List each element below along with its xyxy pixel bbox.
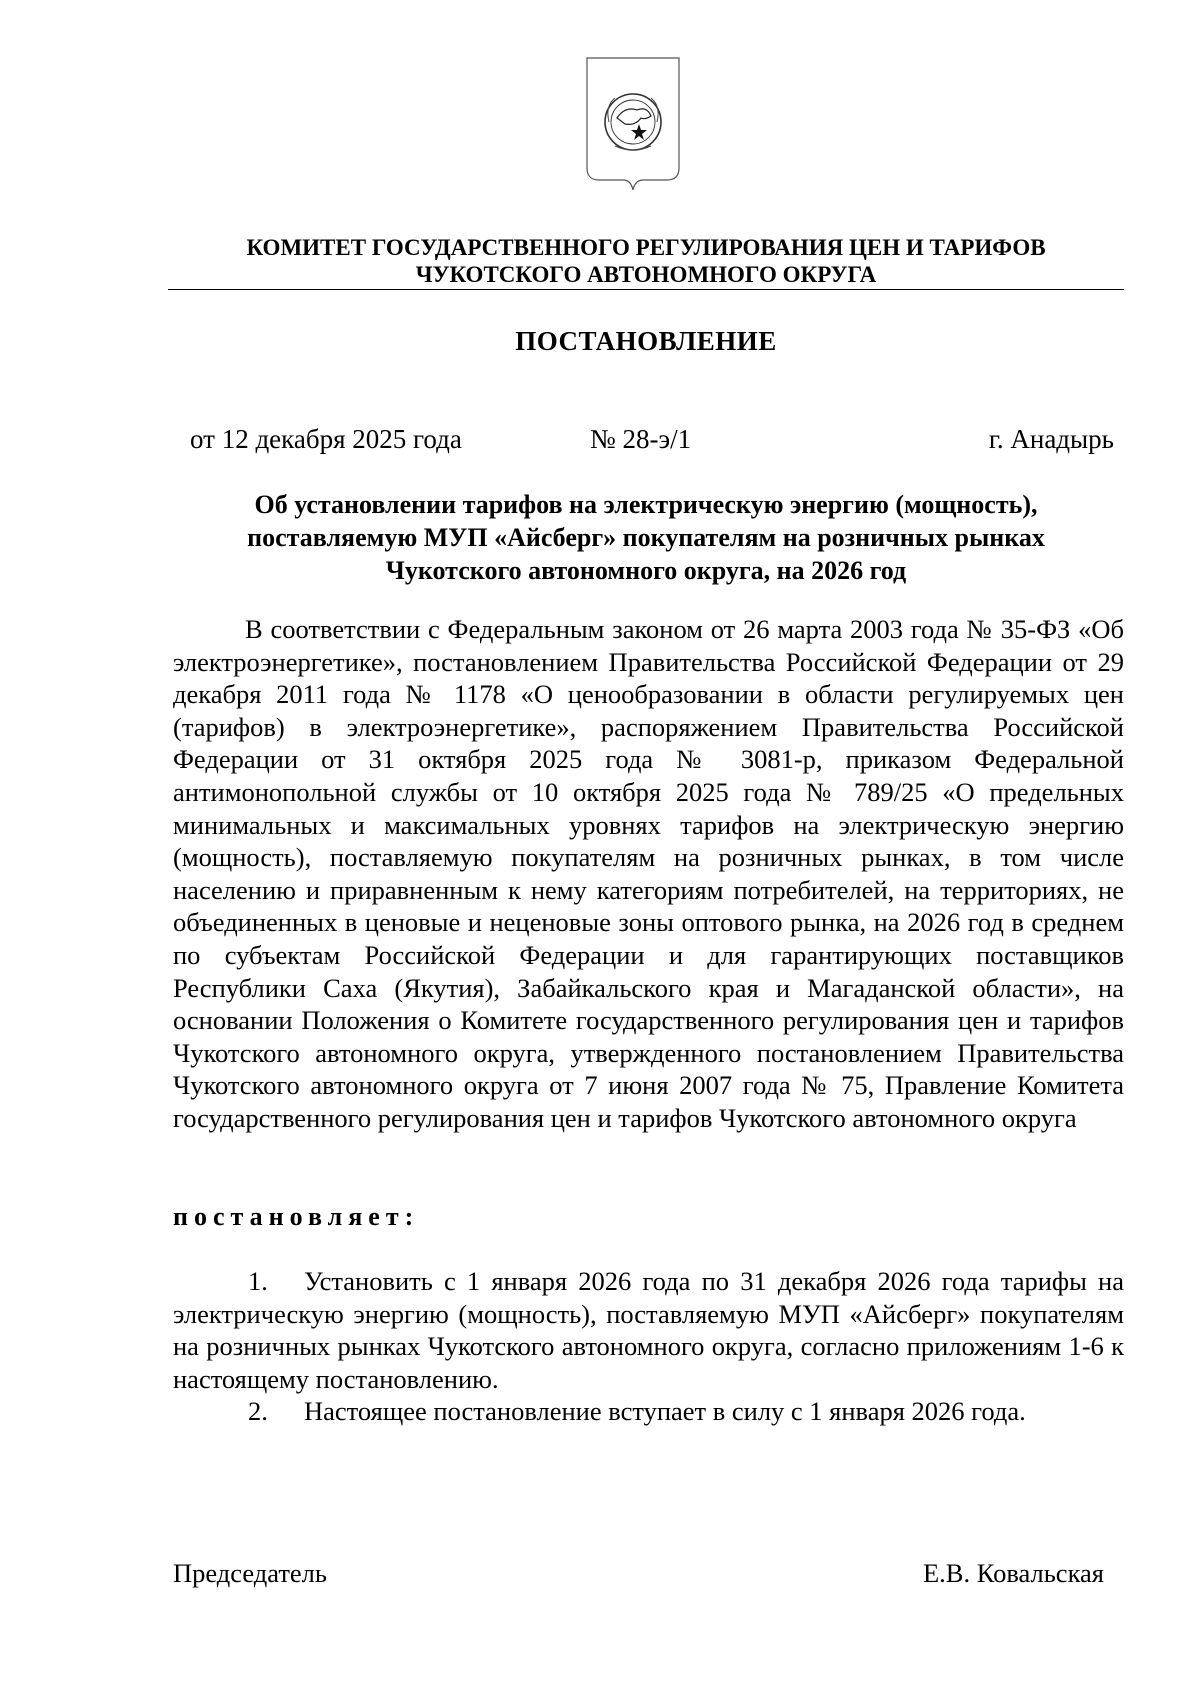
item-number: 1. [248, 1266, 268, 1296]
signatory-name: Е.В. Ковальская [923, 1558, 1104, 1588]
organization-name [168, 234, 1124, 288]
emblem-inner-ring [611, 100, 655, 144]
subject-line-1: Об установлении тарифов на электрическую энергию (мощность), [254, 490, 1038, 519]
resolution-item [173, 1395, 1124, 1428]
emblem-outer-ring [605, 94, 661, 150]
org-line-1: КОМИТЕТ ГОСУДАРСТВЕННОГО РЕГУЛИРОВАНИЯ ЦЕН И ТАРИФОВ [246, 235, 1046, 260]
emblem-star [631, 124, 647, 140]
document-meta [190, 424, 1114, 458]
document-number: № 28-э/1 [590, 424, 692, 454]
document-city: г. Анадырь [988, 424, 1114, 454]
resolution-item [173, 1265, 1124, 1395]
subject-line-2: поставляемую МУП «Айсберг» покупателям на розничных рынках [247, 523, 1045, 552]
coat-of-arms-emblem [585, 56, 681, 206]
item-text: Настоящее постановление вступает в силу с 1 января 2026 года. [304, 1396, 1026, 1427]
signatory-role: Председатель [173, 1558, 327, 1588]
resolution-items [173, 1265, 1124, 1428]
document-subject [168, 488, 1124, 587]
emblem-animal-figure [617, 109, 651, 125]
resolves-keyword: постановляет: [173, 1202, 420, 1231]
document-type: ПОСТАНОВЛЕНИЕ [515, 326, 777, 356]
header-divider [168, 289, 1124, 290]
item-text: Установить с 1 января 2026 года по 31 декабря 2026 года тарифы на электрическую энергию (мощность), поставляемую МУП «Айсберг» покупателям на розничных рынках Чукотского автономного округа, согласно приложениям 1-6 к настоящему постановлению. [173, 1266, 1124, 1394]
subject-line-3: Чукотского автономного округа, на 2026 год [385, 556, 907, 585]
preamble-paragraph: В соответствии с Федеральным законом от 26 марта 2003 года № 35-ФЗ «Об электроэнергетике», постановлением Правительства Российской Федерации от 29 декабря 2011 года № 1178 «О ценообразовании в области регулируемых цен (тарифов) в электроэнергетике», распоряжением Правительства Российской Федерации от 31 октября 2025 года № 3081-р, приказом Федеральной антимонопольной службы от 10 октября 2025 года № 789/25 «О предельных минимальных и максимальных уровнях тарифов на электрическую энергию (мощность), поставляемую покупателям на розничных рынках, в том числе населению и приравненным к нему категориям потребителей, на территориях, не объединенных в ценовые и неценовые зоны оптового рынка, на 2026 год в среднем по субъектам Российской Федерации и для гарантирующих поставщиков Республики Саха (Якутия), Забайкальского края и Магаданской области», на основании Положения о Комитете государственного регулирования цен и тарифов Чукотского автономного округа, утвержденного постановлением Правительства Чукотского автономного округа от 7 июня 2007 года № 75, Правление Комитета государственного регулирования цен и тарифов Чукотского автономного округа [173, 614, 1124, 1133]
document-date: от 12 декабря 2025 года [190, 424, 462, 454]
item-number: 2. [248, 1396, 268, 1427]
org-line-2: ЧУКОТСКОГО АВТОНОМНОГО ОКРУГА [415, 262, 877, 287]
